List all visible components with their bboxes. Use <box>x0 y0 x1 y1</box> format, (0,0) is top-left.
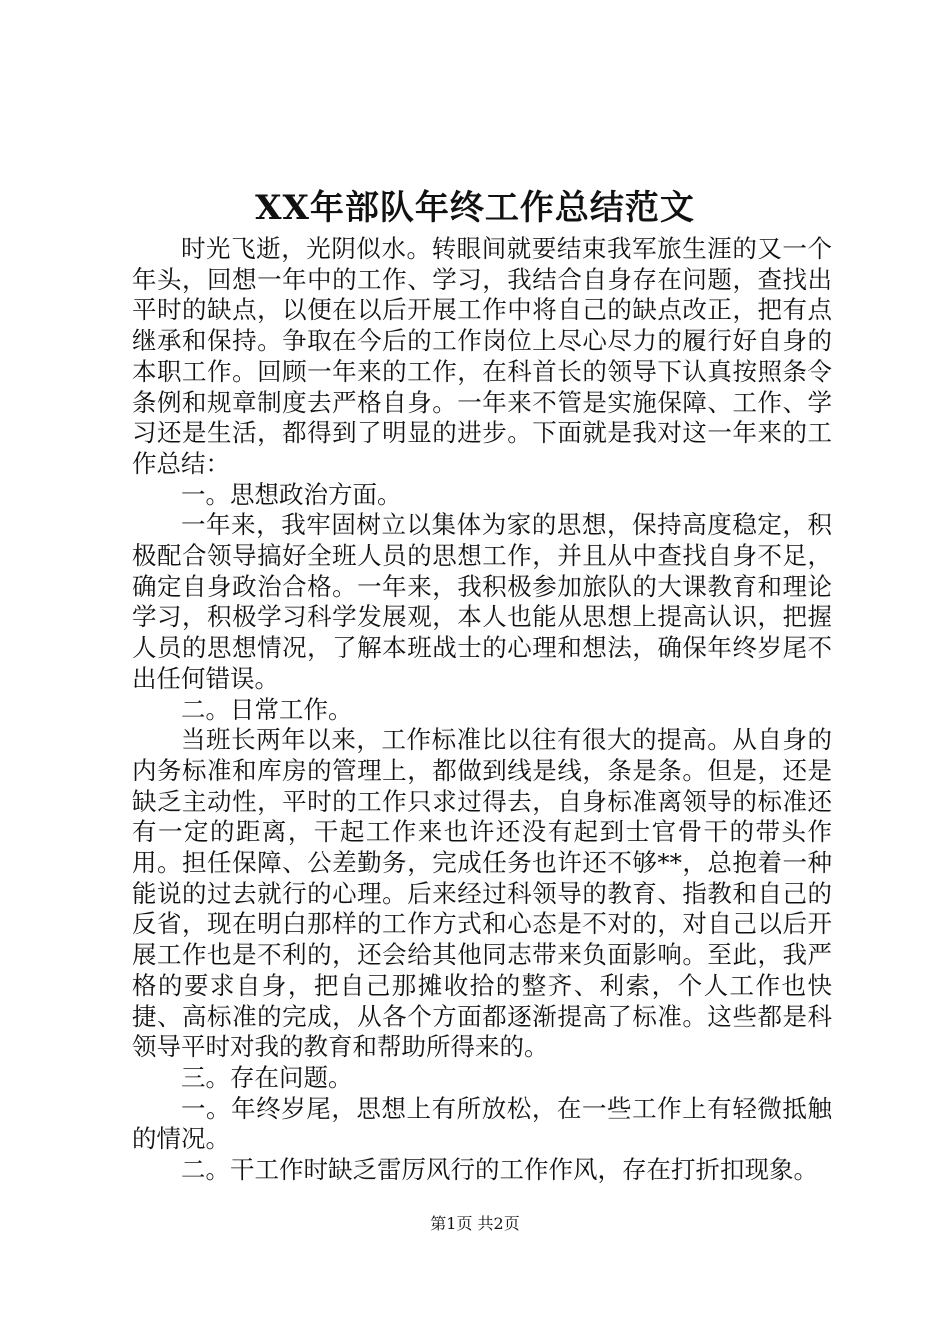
page-number-footer: 第1页 共2页 <box>430 1214 520 1233</box>
section-heading-daily-work: 二。日常工作。 <box>181 694 353 724</box>
intro-paragraph: 时光飞逝，光阴似水。转眼间就要结束我军旅生涯的又一个年头，回想一年中的工作、学习，我结合自身存在问题，查找出平时的缺点，以便在以后开展工作中将自己的缺点改正，把有点继承和保持。争取在今后的工作岗位上尽心尽力的履行好自身的本职工作。回顾一年来的工作，在科首长的领导下认真按照条令条例和规章制度去严格自身。一年来不管是实施保障、工作、学习还是生活，都得到了明显的进步。下面就是我对这一年来的工作总结： <box>132 234 832 478</box>
section-heading-problems: 三。存在问题。 <box>181 1062 353 1092</box>
daily-work-paragraph: 当班长两年以来，工作标准比以往有很大的提高。从自身的内务标准和库房的管理上，都做到线是线，条是条。但是，还是缺乏主动性，平时的工作只求过得去，自身标准离领导的标准还有一定的距离，干起工作来也许还没有起到士官骨干的带头作用。担任保障、公差勤务，完成任务也许还不够**，总抱着一种能说的过去就行的心理。后来经过科领导的教育、指教和自己的反省，现在明白那样的工作方式和心态是不对的，对自己以后开展工作也是不利的，还会给其他同志带来负面影响。至此，我严格的要求自身，把自己那摊收拾的整齐、利索，个人工作也快捷、高标准的完成，从各个方面都逐渐提高了标准。这些都是科领导平时对我的教育和帮助所得来的。 <box>132 725 832 1062</box>
document-title: XX年部队年终工作总结范文 <box>255 188 695 228</box>
political-paragraph: 一年来，我牢固树立以集体为家的思想，保持高度稳定，积极配合领导搞好全班人员的思想工作，并且从中查找自身不足，确定自身政治合格。一年来，我积极参加旅队的大课教育和理论学习，积极学习科学发展观，本人也能从思想上提高认识，把握人员的思想情况，了解本班战士的心理和想法，确保年终岁尾不出任何错误。 <box>132 510 832 693</box>
problem-item-2: 二。干工作时缺乏雷厉风行的工作作风，存在打折扣现象。 <box>181 1155 818 1185</box>
document-body <box>132 234 832 1186</box>
problem-item-1: 一。年终岁尾，思想上有所放松，在一些工作上有轻微抵触的情况。 <box>132 1093 832 1154</box>
section-heading-political: 一。思想政治方面。 <box>181 479 402 509</box>
